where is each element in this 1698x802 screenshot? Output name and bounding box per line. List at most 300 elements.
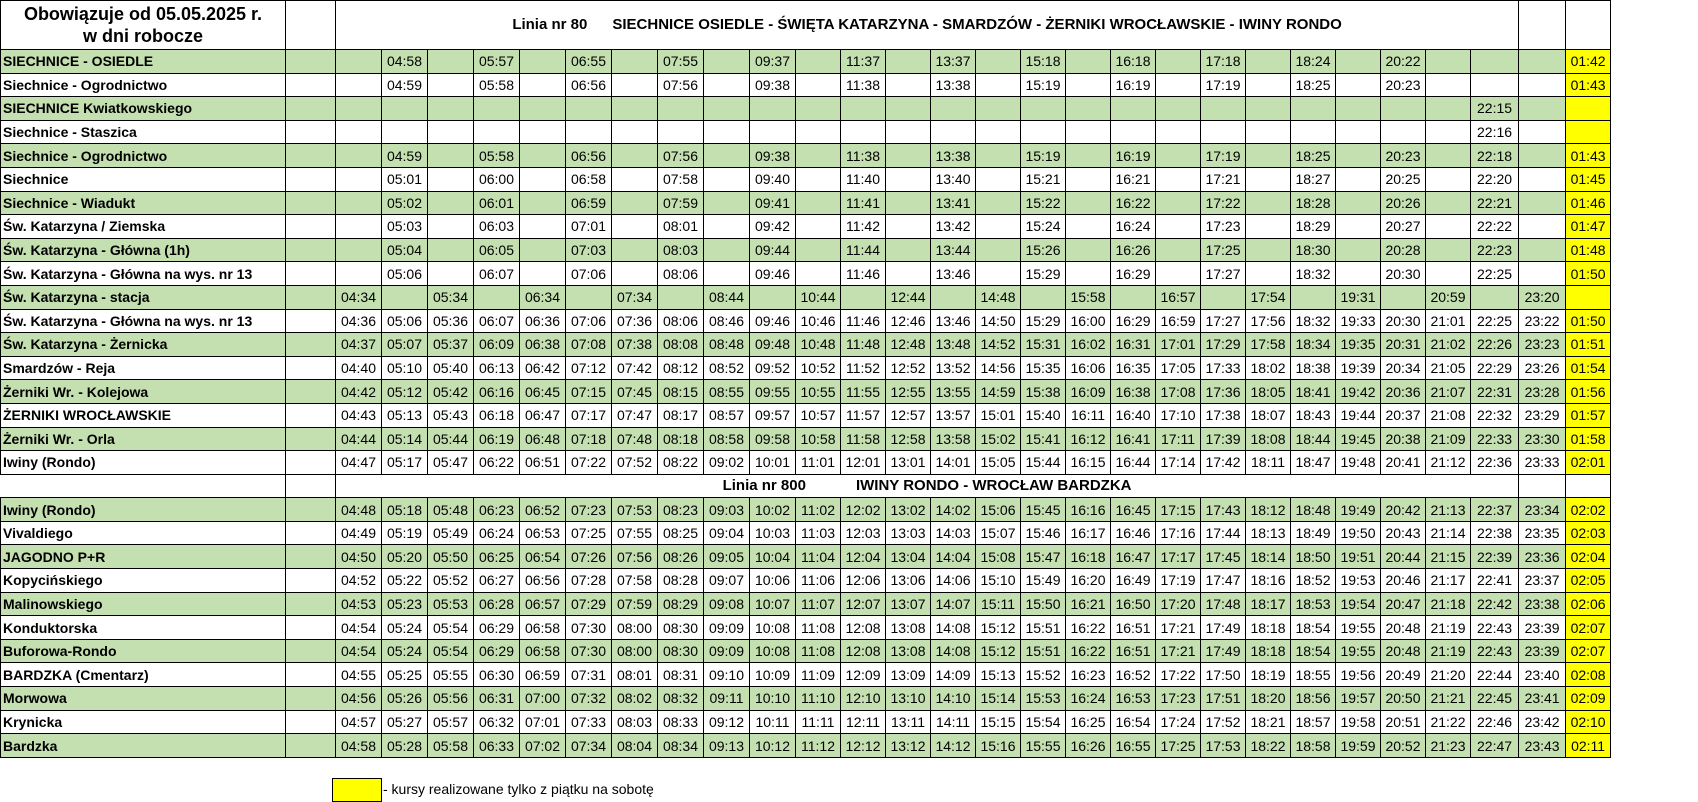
departure-time: 08:31 [658,663,704,687]
departure-time-friday-only [1566,285,1611,309]
departure-time: 18:12 [1246,498,1291,522]
departure-time [612,50,658,74]
stop-name: Św. Katarzyna / Ziemska [1,215,286,239]
departure-time: 14:10 [931,687,976,711]
departure-time: 15:58 [1066,285,1111,309]
departure-time: 08:01 [658,215,704,239]
departure-time [428,97,474,121]
departure-time-friday-only: 01:50 [1566,262,1611,286]
departure-time: 12:10 [841,687,886,711]
departure-time: 10:07 [750,592,796,616]
blank-cell [286,710,336,734]
departure-time: 11:11 [796,710,841,734]
departure-time: 17:23 [1201,215,1246,239]
departure-time: 21:13 [1426,498,1471,522]
departure-time: 05:22 [382,569,428,593]
departure-time [1426,191,1471,215]
departure-time [474,97,520,121]
departure-time: 21:02 [1426,333,1471,357]
departure-time: 10:01 [750,451,796,475]
departure-time: 07:34 [566,734,612,758]
departure-time: 19:44 [1336,403,1381,427]
blank-cell [286,144,336,168]
departure-time: 12:07 [841,592,886,616]
departure-time: 18:57 [1291,710,1336,734]
stop-row [1,616,1611,640]
departure-time: 18:30 [1291,238,1336,262]
departure-time [796,215,841,239]
blank-cell [286,333,336,357]
stop-name: Iwiny (Rondo) [1,451,286,475]
departure-time: 11:40 [841,167,886,191]
departure-time: 14:56 [976,356,1021,380]
departure-time [428,238,474,262]
departure-time: 06:13 [474,356,520,380]
departure-time: 07:56 [658,144,704,168]
departure-time: 18:43 [1291,403,1336,427]
departure-time: 04:54 [336,616,382,640]
departure-time: 11:37 [841,50,886,74]
departure-time [1426,50,1471,74]
departure-time: 18:19 [1246,663,1291,687]
blank-cell [1566,1,1611,50]
departure-time [976,50,1021,74]
departure-time [976,215,1021,239]
departure-time: 09:09 [704,639,750,663]
departure-time: 04:47 [336,451,382,475]
departure-time: 18:07 [1246,403,1291,427]
departure-time [428,73,474,97]
departure-time: 18:50 [1291,545,1336,569]
departure-time: 19:49 [1336,498,1381,522]
departure-time: 16:50 [1111,592,1156,616]
departure-time [1291,120,1336,144]
stop-name: Św. Katarzyna - Żernicka [1,333,286,357]
departure-time: 06:25 [474,545,520,569]
departure-time: 12:08 [841,639,886,663]
departure-time [1426,120,1471,144]
departure-time: 05:12 [382,380,428,404]
departure-time: 16:11 [1066,403,1111,427]
departure-time: 07:30 [566,616,612,640]
departure-time: 17:42 [1201,451,1246,475]
departure-time: 06:27 [474,569,520,593]
departure-time: 18:28 [1291,191,1336,215]
departure-time: 14:03 [931,521,976,545]
departure-time: 13:08 [886,616,931,640]
departure-time-friday-only: 02:04 [1566,545,1611,569]
departure-time: 05:58 [474,73,520,97]
departure-time: 06:58 [566,167,612,191]
departure-time: 15:40 [1021,403,1066,427]
departure-time: 09:09 [704,616,750,640]
departure-time: 16:00 [1066,309,1111,333]
departure-time: 10:10 [750,687,796,711]
blank-cell [286,380,336,404]
blank-cell [286,639,336,663]
departure-time: 09:58 [750,427,796,451]
departure-time [520,238,566,262]
departure-time: 17:18 [1201,50,1246,74]
departure-time: 23:40 [1519,663,1566,687]
stop-name: Morwowa [1,687,286,711]
departure-time: 08:30 [658,639,704,663]
departure-time: 15:54 [1021,710,1066,734]
departure-time [886,73,931,97]
departure-time [1066,144,1111,168]
departure-time [1291,285,1336,309]
departure-time: 09:55 [750,380,796,404]
departure-time: 07:59 [612,592,658,616]
departure-time: 15:35 [1021,356,1066,380]
departure-time: 08:22 [658,451,704,475]
departure-time [1426,144,1471,168]
departure-time: 06:07 [474,262,520,286]
departure-time [612,97,658,121]
departure-time: 15:19 [1021,144,1066,168]
departure-time: 15:15 [976,710,1021,734]
departure-time: 19:35 [1336,333,1381,357]
departure-time: 06:29 [474,639,520,663]
departure-time: 07:58 [612,569,658,593]
departure-time: 08:02 [612,687,658,711]
departure-time [1201,120,1246,144]
departure-time: 12:55 [886,380,931,404]
departure-time [704,120,750,144]
departure-time: 22:25 [1471,309,1519,333]
departure-time [976,73,1021,97]
departure-time [976,238,1021,262]
departure-time: 19:42 [1336,380,1381,404]
departure-time [336,73,382,97]
departure-time: 17:11 [1156,427,1201,451]
departure-time: 07:30 [566,639,612,663]
departure-time: 18:41 [1291,380,1336,404]
departure-time: 07:32 [566,687,612,711]
departure-time: 05:28 [382,734,428,758]
departure-time: 21:09 [1426,427,1471,451]
departure-time: 20:48 [1381,639,1426,663]
departure-time: 05:23 [382,592,428,616]
departure-time [1201,97,1246,121]
departure-time: 09:46 [750,262,796,286]
departure-time: 17:10 [1156,403,1201,427]
departure-time: 22:43 [1471,639,1519,663]
departure-time: 07:18 [566,427,612,451]
departure-time: 14:07 [931,592,976,616]
departure-time: 10:46 [796,309,841,333]
blank-cell [1519,474,1566,498]
departure-time: 12:04 [841,545,886,569]
departure-time [976,191,1021,215]
departure-time: 07:59 [658,191,704,215]
departure-time: 09:40 [750,167,796,191]
departure-time: 17:15 [1156,498,1201,522]
departure-time: 18:54 [1291,639,1336,663]
departure-time: 07:47 [612,403,658,427]
departure-time: 11:38 [841,144,886,168]
departure-time [704,73,750,97]
departure-time: 16:44 [1111,451,1156,475]
departure-time [704,97,750,121]
departure-time: 14:52 [976,333,1021,357]
departure-time: 20:36 [1381,380,1426,404]
departure-time: 13:40 [931,167,976,191]
departure-time: 17:21 [1156,616,1201,640]
departure-time: 05:13 [382,403,428,427]
departure-time: 07:00 [520,687,566,711]
stop-row [1,167,1611,191]
stop-name: Vivaldiego [1,521,286,545]
departure-time: 17:14 [1156,451,1201,475]
departure-time: 18:48 [1291,498,1336,522]
departure-time [886,262,931,286]
departure-time: 07:02 [520,734,566,758]
departure-time [1519,238,1566,262]
departure-time: 15:50 [1021,592,1066,616]
departure-time: 19:53 [1336,569,1381,593]
departure-time: 16:57 [1156,285,1201,309]
validity-header [1,1,286,50]
departure-time: 23:43 [1519,734,1566,758]
departure-time: 10:04 [750,545,796,569]
departure-time: 16:21 [1111,167,1156,191]
departure-time-friday-only: 02:02 [1566,498,1611,522]
departure-time [1336,167,1381,191]
departure-time: 07:12 [566,356,612,380]
departure-time: 20:31 [1381,333,1426,357]
departure-time: 06:56 [520,569,566,593]
departure-time [336,215,382,239]
departure-time: 11:41 [841,191,886,215]
departure-time: 15:13 [976,663,1021,687]
departure-time [1246,73,1291,97]
departure-time [1066,120,1111,144]
departure-time: 04:57 [336,710,382,734]
departure-time [612,238,658,262]
departure-time: 15:26 [1021,238,1066,262]
departure-time: 16:51 [1111,616,1156,640]
departure-time [1336,144,1381,168]
departure-time: 05:55 [428,663,474,687]
departure-time: 17:33 [1201,356,1246,380]
departure-time: 11:44 [841,238,886,262]
departure-time: 06:58 [520,616,566,640]
departure-time: 18:11 [1246,451,1291,475]
departure-time [1519,97,1566,121]
departure-time: 16:19 [1111,144,1156,168]
departure-time [612,191,658,215]
departure-time: 05:57 [428,710,474,734]
departure-time: 12:57 [886,403,931,427]
departure-time: 23:36 [1519,545,1566,569]
departure-time: 23:42 [1519,710,1566,734]
departure-time [336,50,382,74]
departure-time: 13:41 [931,191,976,215]
departure-time [336,97,382,121]
departure-time [886,238,931,262]
departure-time: 20:23 [1381,144,1426,168]
departure-time: 20:51 [1381,710,1426,734]
departure-time: 11:58 [841,427,886,451]
departure-time: 06:42 [520,356,566,380]
departure-time [1519,262,1566,286]
departure-time: 15:29 [1021,309,1066,333]
departure-time: 06:22 [474,451,520,475]
departure-time: 06:34 [520,285,566,309]
departure-time: 16:20 [1066,569,1111,593]
departure-time: 14:04 [931,545,976,569]
departure-time: 19:39 [1336,356,1381,380]
departure-time: 08:58 [704,427,750,451]
departure-time: 16:22 [1066,616,1111,640]
departure-time: 10:12 [750,734,796,758]
departure-time [1246,262,1291,286]
departure-time [704,262,750,286]
departure-time: 05:02 [382,191,428,215]
departure-time: 06:47 [520,403,566,427]
departure-time: 16:17 [1066,521,1111,545]
departure-time: 17:29 [1201,333,1246,357]
departure-time: 16:16 [1066,498,1111,522]
departure-time: 11:55 [841,380,886,404]
departure-time [1066,50,1111,74]
departure-time: 17:20 [1156,592,1201,616]
departure-time: 22:31 [1471,380,1519,404]
stop-row [1,120,1611,144]
departure-time: 21:08 [1426,403,1471,427]
departure-time [1021,285,1066,309]
departure-time [796,73,841,97]
departure-time: 09:42 [750,215,796,239]
departure-time: 06:53 [520,521,566,545]
departure-time [658,285,704,309]
departure-time: 16:38 [1111,380,1156,404]
departure-time: 20:49 [1381,663,1426,687]
departure-time: 08:44 [704,285,750,309]
departure-time: 16:22 [1066,639,1111,663]
stop-row [1,285,1611,309]
departure-time: 08:23 [658,498,704,522]
departure-time: 04:36 [336,309,382,333]
departure-time: 18:16 [1246,569,1291,593]
departure-time: 17:25 [1201,238,1246,262]
departure-time [886,50,931,74]
departure-time: 16:31 [1111,333,1156,357]
departure-time: 08:57 [704,403,750,427]
departure-time [1426,215,1471,239]
departure-time: 16:26 [1066,734,1111,758]
blank-cell [286,309,336,333]
departure-time: 07:03 [566,238,612,262]
departure-time [796,144,841,168]
departure-time: 16:54 [1111,710,1156,734]
departure-time: 22:39 [1471,545,1519,569]
stop-name: Św. Katarzyna - Główna (1h) [1,238,286,262]
departure-time: 16:29 [1111,262,1156,286]
departure-time: 16:29 [1111,309,1156,333]
departure-time: 17:51 [1201,687,1246,711]
departure-time: 08:01 [612,663,658,687]
departure-time [1156,144,1201,168]
departure-time: 15:49 [1021,569,1066,593]
departure-time [1156,50,1201,74]
departure-time: 13:06 [886,569,931,593]
departure-time [566,97,612,121]
departure-time: 07:55 [658,50,704,74]
departure-time: 15:51 [1021,639,1066,663]
departure-time: 11:02 [796,498,841,522]
departure-time: 15:05 [976,451,1021,475]
departure-time [1426,238,1471,262]
blank-cell [286,663,336,687]
blank-cell [286,403,336,427]
departure-time: 05:27 [382,710,428,734]
departure-time: 05:52 [428,569,474,593]
departure-time: 09:46 [750,309,796,333]
departure-time [520,120,566,144]
departure-time-friday-only: 02:06 [1566,592,1611,616]
departure-time [428,120,474,144]
departure-time: 17:22 [1201,191,1246,215]
departure-time: 19:50 [1336,521,1381,545]
departure-time: 18:32 [1291,262,1336,286]
departure-time: 11:42 [841,215,886,239]
departure-time: 18:14 [1246,545,1291,569]
stop-row [1,710,1611,734]
stop-name: Siechnice [1,167,286,191]
departure-time: 22:26 [1471,333,1519,357]
departure-time: 05:49 [428,521,474,545]
departure-time: 06:29 [474,616,520,640]
departure-time: 14:01 [931,451,976,475]
departure-time: 17:24 [1156,710,1201,734]
departure-time: 16:25 [1066,710,1111,734]
line-number: Linia nr 80 [512,16,588,33]
departure-time: 17:52 [1201,710,1246,734]
departure-time: 15:19 [1021,73,1066,97]
departure-time [428,144,474,168]
departure-time: 06:45 [520,380,566,404]
departure-time: 16:23 [1066,663,1111,687]
departure-time: 15:51 [1021,616,1066,640]
departure-time: 20:43 [1381,521,1426,545]
departure-time: 18:55 [1291,663,1336,687]
departure-time: 12:09 [841,663,886,687]
departure-time: 13:02 [886,498,931,522]
departure-time: 18:47 [1291,451,1336,475]
departure-time: 05:36 [428,309,474,333]
stop-name: Buforowa-Rondo [1,639,286,663]
departure-time: 14:08 [931,616,976,640]
departure-time: 17:38 [1201,403,1246,427]
departure-time [1291,97,1336,121]
departure-time: 16:52 [1111,663,1156,687]
stop-row [1,569,1611,593]
departure-time [1471,50,1519,74]
departure-time: 05:53 [428,592,474,616]
departure-time [336,167,382,191]
departure-time [1156,238,1201,262]
departure-time: 15:41 [1021,427,1066,451]
departure-time: 18:52 [1291,569,1336,593]
departure-time: 18:20 [1246,687,1291,711]
departure-time: 16:18 [1111,50,1156,74]
departure-time [1246,238,1291,262]
departure-time: 16:24 [1066,687,1111,711]
departure-time [1336,215,1381,239]
departure-time: 21:23 [1426,734,1471,758]
